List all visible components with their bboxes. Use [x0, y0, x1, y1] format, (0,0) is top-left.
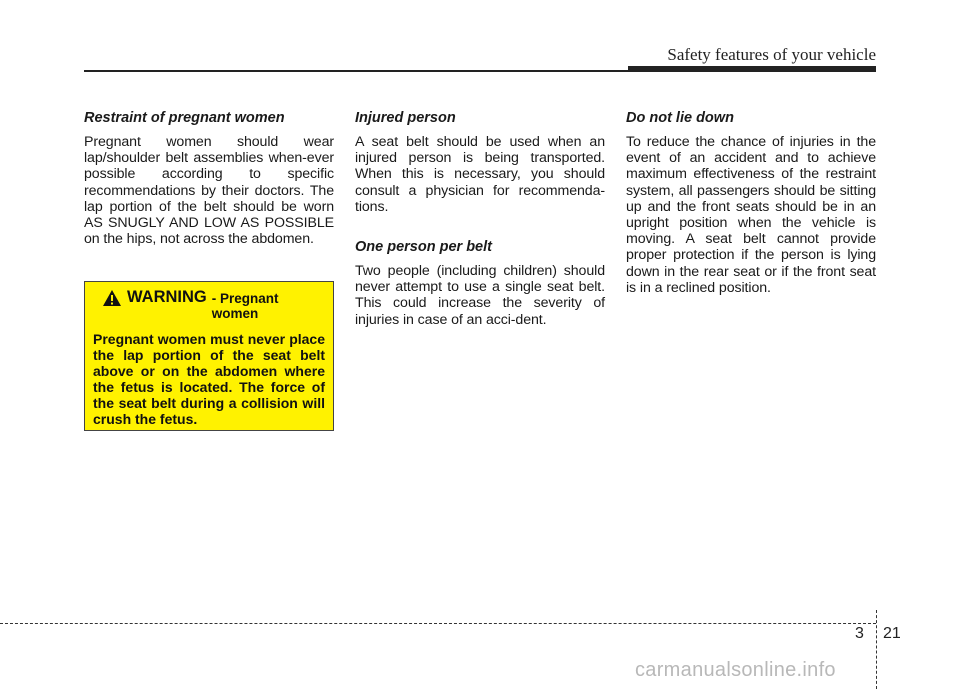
warning-box	[84, 281, 334, 431]
warning-triangle-icon	[102, 289, 122, 307]
footer-rule	[0, 623, 876, 624]
column-middle	[355, 110, 605, 328]
header-title: Safety features of your vehicle	[667, 45, 876, 64]
section-text-injured: A seat belt should be used when an injured person is being transported. When this is necessary, you should consult a physician for recommenda-tions.	[355, 134, 605, 215]
column-right	[626, 110, 876, 296]
footer-divider	[876, 610, 877, 689]
chapter-number: 3	[855, 625, 864, 642]
warning-header	[93, 288, 325, 321]
section-heading-restraint: Restraint of pregnant women	[84, 110, 285, 126]
page-number: 21	[883, 625, 901, 642]
header-rule-accent	[628, 66, 876, 71]
section-text-one-person: Two people (including children) should never attempt to use a single seat belt. This could increase the severity of injuries in case of an acci-dent.	[355, 263, 605, 328]
section-text-restraint: Pregnant women should wear lap/shoulder belt assemblies when-ever possible according to specific recommendations by their doctors. The lap portion of the belt should be worn AS SNUGLY AND LOW AS POSSIBLE on the hips, not across the abdomen.	[84, 134, 334, 248]
section-heading-injured: Injured person	[355, 110, 456, 126]
warning-label: WARNING	[127, 288, 207, 306]
warning-text: Pregnant women must never place the lap portion of the seat belt above or on the abdomen where the fetus is located. The force of the seat belt during a collision will crush the fetus.	[93, 331, 325, 427]
column-left	[84, 110, 334, 247]
warning-subtitle: - Pregnant women	[211, 291, 279, 321]
section-text-lie-down: To reduce the chance of injuries in the event of an accident and to achieve maximum effectiveness of the restraint system, all passengers should be sitting up and the front seats should be in an upright position when the vehicle is moving. A seat belt cannot provide proper protection if the person is lying down in the rear seat or if the front seat is in a reclined position.	[626, 134, 876, 296]
section-heading-lie-down: Do not lie down	[626, 110, 734, 126]
section-heading-one-person: One person per belt	[355, 239, 492, 256]
watermark: carmanualsonline.info	[635, 659, 836, 681]
